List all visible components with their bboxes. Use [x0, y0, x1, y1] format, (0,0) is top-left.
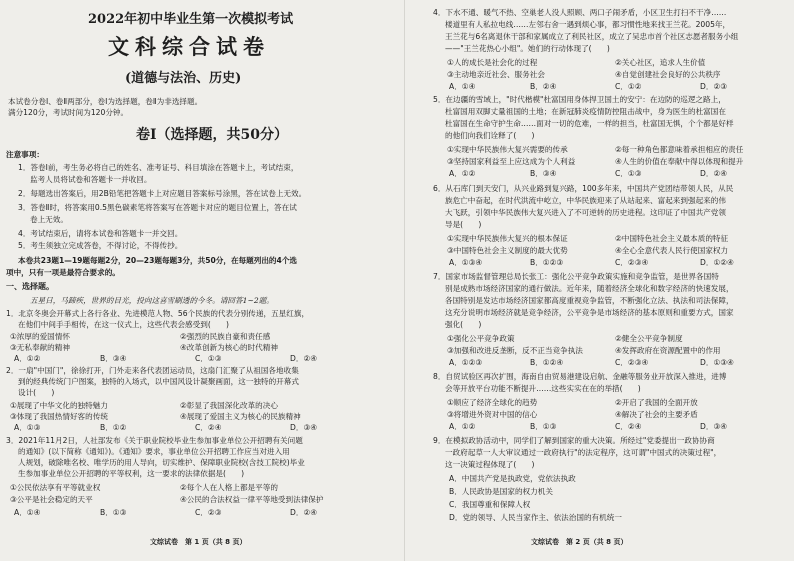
- exam-title: 2022年初中毕业生第一次模拟考试: [88, 12, 294, 27]
- option: ①人的成长是社会化的过程: [447, 58, 538, 67]
- question-stem: 1．北京冬奥会开幕式上各行各业、先进模范人物、56个民族的代表分别传递，五星红旗，: [6, 309, 310, 318]
- question-stem: 杜富国用双脚丈量祖国的土地；在新冠肺炎疫情防控阻击战中，身为医生的杜富国在: [445, 107, 726, 116]
- question-stem: 这一决策过程体现了( ): [445, 460, 535, 469]
- question-stem: 设计( ): [18, 388, 55, 397]
- answer-choice[interactable]: A．中国共产党是执政党，党依法执政: [449, 474, 576, 483]
- question-stem: 4．下水不通、暖气不热、空巢老人没人照顾、两口子闹矛盾，小区卫生打扫不干净……: [433, 8, 727, 17]
- answer-choice[interactable]: B．②④: [530, 82, 557, 91]
- option: ④改革创新为核心的时代精神: [180, 343, 278, 352]
- question-stem: 5．在边疆的雪域上，"时代楷模"杜富国用身体捍卫国土的安宁：在边防的巡逻之路上，: [433, 95, 726, 104]
- note-line: 监考人员将试卷和答题卡一并收回。: [30, 175, 152, 184]
- part-title: 卷Ⅰ（选择题，共50分）: [136, 127, 289, 143]
- answer-choice[interactable]: B．①②: [100, 423, 127, 432]
- answer-choice[interactable]: C．①②: [615, 82, 642, 91]
- answer-choice[interactable]: C．①③: [615, 169, 642, 178]
- option: ②开启了我国的全面开放: [615, 398, 698, 407]
- answer-choice[interactable]: C．②④: [615, 422, 642, 431]
- answer-choice[interactable]: C．②③④: [615, 358, 649, 367]
- note-line: 卷上无效。: [30, 215, 68, 224]
- answer-choice[interactable]: A．①②③: [449, 358, 483, 367]
- note-line: 5．考生须独立完成答卷，不得讨论，不得传抄。: [18, 241, 183, 250]
- question-stem: 楼道里有人私拉电线……左邻右舍一遇到烦心事，都习惯性地来找王兰花。2005年，: [445, 20, 731, 29]
- option: ②每一种角色都意味着承担相应的责任: [615, 145, 744, 154]
- notes-heading: 注意事项：: [6, 150, 44, 159]
- question-stem: 导是( ): [445, 220, 482, 229]
- option: ①顺应了经济全球化的趋势: [447, 398, 538, 407]
- answer-choice[interactable]: D．③④: [700, 422, 728, 431]
- option: ②彰显了我国深化改革的决心: [180, 401, 278, 410]
- answer-choice[interactable]: D．党的领导、人民当家作主、依法治国的有机统一: [449, 513, 622, 522]
- note-line: 1．答卷Ⅰ前，考生务必将自己的姓名、准考证号、科目填涂在答题卡上，考试结束，: [18, 163, 299, 172]
- answer-choice[interactable]: C．②④: [195, 423, 222, 432]
- question-stem: 王兰花与6名离退休干部和家属成立了利民社区，成立了吴忠市首个社区志愿者服务小组: [445, 32, 739, 41]
- poem-prompt: 五星日，马蹄疾，世界的目光，投向这喜雪刷透的今冬。请回答1~2题。: [30, 296, 274, 305]
- question-stem: 在他们中间手手相传，在这一仪式上，这些代表会感受到( ): [18, 320, 229, 329]
- option: ②健全公平竞争制度: [615, 334, 683, 343]
- question-stem: 一政府起草一人大审议通过一政府执行"的法定程序，这可谓"中国式的决策过程"，: [445, 448, 722, 457]
- exam-page-2: [405, 0, 794, 561]
- option: ④解决了社会的主要矛盾: [615, 410, 698, 419]
- answer-choice[interactable]: D．②④: [290, 508, 318, 517]
- option: ①强化公平竞争政策: [447, 334, 515, 343]
- question-stem: 别是成熟市场经济国家的通行做法。近年来，随着经济全球化和数字经济的快速发展，: [445, 284, 734, 293]
- question-stem: 大飞跃，引领中华民族伟大复兴进入了不可逆转的历史进程。这印证了中国共产党领: [445, 208, 726, 217]
- question-stem: 人规划，破除唯名校、唯学历的用人导向，切实维护、保障职业院校(含技工院校)毕业: [18, 458, 305, 467]
- answer-choice[interactable]: C．我国尊重和保障人权: [449, 500, 531, 509]
- question-stem: 3．2021年11月2日，人社部发布《关于职业院校毕业生参加事业单位公开招聘有关问题: [6, 436, 303, 445]
- answer-choice[interactable]: D．②④: [290, 354, 318, 363]
- answer-choice[interactable]: B．①③: [100, 508, 127, 517]
- answer-choice[interactable]: A．①②: [14, 354, 41, 363]
- question-stem: 强化( ): [445, 320, 482, 329]
- option: ④公民的合法权益一律平等地受到法律保护: [180, 495, 324, 504]
- answer-choice[interactable]: B．①②③: [530, 258, 564, 267]
- option: ④全心全意代表人民行使国家权力: [615, 246, 729, 255]
- question-stem: 8．自贸试验区再次扩围，海南自由贸易港建设启航、金融等服务业开放深入推进，进博: [433, 372, 727, 381]
- option: ①展现了中华文化的独特魅力: [10, 401, 108, 410]
- answer-choice[interactable]: B．人民政协是国家的权力机关: [449, 487, 553, 496]
- option: ①实现中华民族伟大复兴需要的传承: [447, 145, 568, 154]
- question-stem: 生参加事业单位公开招聘的平等权利，这一要求的法律依据是( ): [18, 469, 245, 478]
- section-heading: 一、选择题。: [6, 282, 54, 291]
- answer-choice[interactable]: A．①③④: [449, 258, 483, 267]
- question-stem: 的通知》(以下简称《通知》)。《通知》要求，事业单位公开招聘工作应当对进入用: [18, 447, 290, 456]
- option: ①公民依法享有平等就业权: [10, 483, 101, 492]
- option: ②强烈的民族自豪和责任感: [180, 332, 271, 341]
- intro-line: 满分120分，考试时间为120分钟。: [8, 108, 129, 117]
- question-stem: 9．在模拟政协活动中，同学们了解到国家的重大决策。所经过"党委提出一政协协商: [433, 436, 715, 445]
- answer-choice[interactable]: A．①④: [449, 82, 476, 91]
- option: ③加强和改进反垄断，反不正当竞争执法: [447, 346, 583, 355]
- answer-choice[interactable]: B．③④: [530, 169, 557, 178]
- question-stem: 杜富国在生命守护生命……面对一切的危难，一样的担当，杜富国无惧，个个都是好样: [445, 119, 734, 128]
- option: ②每个人在人格上都是平等的: [180, 483, 278, 492]
- answer-choice[interactable]: A．①②: [449, 169, 476, 178]
- scoring-line: 项中，只有一项是最符合要求的。: [6, 268, 120, 277]
- exam-subtitle: 文科综合试卷: [108, 34, 270, 59]
- question-stem: 2．一扇"中国门"，徐徐打开，门外走来各代表团运动员，这扇门汇聚了从祖国各地收集: [6, 366, 299, 375]
- answer-choice[interactable]: C．②③: [195, 508, 222, 517]
- question-stem: 族危亡中奋起，在时代洪流中屹立，中华民族迎来了从站起来、富起来到强起来的伟: [445, 196, 726, 205]
- page-footer: 文综试卷 第 1 页（共 8 页）: [150, 538, 247, 546]
- option: ④发挥政府在资源配置中的作用: [615, 346, 721, 355]
- question-stem: 各国特别是发达市场经济国家都高度重视竞争监管，不断强化立法、执法和司法保障，: [445, 296, 734, 305]
- page-footer: 文综试卷 第 2 页（共 8 页）: [531, 538, 628, 546]
- option: ②中国特色社会主义最本质的特征: [615, 234, 729, 243]
- answer-choice[interactable]: D．①②④: [700, 258, 734, 267]
- option: ④人生的价值在奉献中得以体现和提升: [615, 157, 744, 166]
- answer-choice[interactable]: C．②③④: [615, 258, 649, 267]
- answer-choice[interactable]: C．①③: [195, 354, 222, 363]
- note-line: 3．答卷Ⅱ时，将答案用0.5黑色碳素笔将答案写在答题卡对应的题目位置上，答在试: [18, 203, 297, 212]
- answer-choice[interactable]: D．②③: [700, 82, 728, 91]
- scoring-line: 本卷共23题1—19题每题2分，20—23题每题3分，共50分，在每题列出的4个选: [18, 256, 298, 265]
- answer-choice[interactable]: D．③④: [290, 423, 318, 432]
- option: ③坚持国家利益至上应这成为个人利益: [447, 157, 576, 166]
- answer-choice[interactable]: B．①③: [530, 422, 557, 431]
- option: ③公平是社会稳定的天平: [10, 495, 93, 504]
- note-line: 2．每题选出答案后，用2B铅笔把答题卡上对应题目答案标号涂黑，答在试卷上无效。: [18, 189, 307, 198]
- question-stem: 7．国家市场监督管理总局长张工：强化公平竞争政策实施和竞争监管，是世界各国特: [433, 272, 719, 281]
- answer-choice[interactable]: D．①③④: [700, 358, 734, 367]
- option: ①浓厚的爱国情怀: [10, 332, 70, 341]
- exam-subject: (道德与法治、历史): [125, 71, 242, 86]
- option: ②关心社区，追求人生价值: [615, 58, 706, 67]
- answer-choice[interactable]: A．①②: [449, 422, 476, 431]
- answer-choice[interactable]: A．①④: [14, 508, 41, 517]
- question-stem: 到的经典传统门户图案，独特的入场式，以中国风设计凝聚画面，这一独特的开幕式: [18, 377, 299, 386]
- question-stem: 的他们向我们诠释了( ): [445, 131, 535, 140]
- answer-choice[interactable]: D．②④: [700, 169, 728, 178]
- option: ③无私奉献的精神: [10, 343, 70, 352]
- question-stem: 会等开放平台功能不断提升……这些实实在在的举措( ): [445, 384, 641, 393]
- answer-choice[interactable]: B．③④: [100, 354, 127, 363]
- option: ③体现了我国热情好客的传统: [10, 412, 108, 421]
- option: ③主动地亲近社会、服务社会: [447, 70, 545, 79]
- option: ④展现了爱国主义为核心的民族精神: [180, 412, 301, 421]
- intro-line: 本试卷分卷Ⅰ、卷Ⅱ两部分，卷Ⅰ为选择题，卷Ⅱ为非选择题。: [8, 97, 203, 106]
- option: ①实现中华民族伟大复兴的根本保证: [447, 234, 568, 243]
- note-line: 4．考试结束后，请将本试卷和答题卡一并交回。: [18, 229, 183, 238]
- question-stem: 这充分说明市场经济就是竞争经济，公平竞争是市场经济的基本原则和重要方式，国家: [445, 308, 734, 317]
- answer-choice[interactable]: B．①②④: [530, 358, 564, 367]
- option: ④自觉创建社会良好的公共秩序: [615, 70, 721, 79]
- question-stem: 6．从石库门到天安门，从兴业路到复兴路，100多年来，中国共产党团结带领人民，从民: [433, 184, 734, 193]
- option: ③中国特色社会主义制度的最大优势: [447, 246, 568, 255]
- answer-choice[interactable]: A．①③: [14, 423, 41, 432]
- question-stem: ——"王兰花热心小组"。她们的行动体现了( ): [445, 44, 610, 53]
- option: ③将增进外资对中国的信心: [447, 410, 538, 419]
